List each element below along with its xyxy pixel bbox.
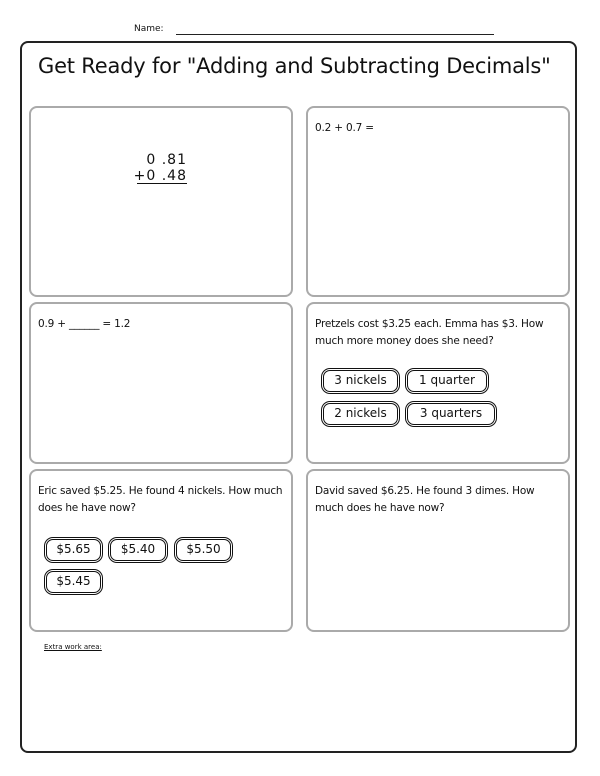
vertical-addend-bottom: +0 .48 <box>133 168 187 184</box>
problem-text: 0.2 + 0.7 = <box>315 122 374 134</box>
answer-option[interactable]: 3 nickels <box>323 370 398 392</box>
problem-text: Pretzels cost $3.25 each. Emma has $3. How much more money does she need? <box>315 318 544 347</box>
vertical-addend-top: 0 .81 <box>146 152 187 168</box>
name-label: Name: <box>134 24 164 34</box>
problem-text: David saved $6.25. He found 3 dimes. How much does he have now? <box>315 485 535 514</box>
problem-box-5 <box>29 469 293 632</box>
worksheet-title: Get Ready for "Adding and Subtracting Decimals" <box>38 54 551 78</box>
sum-line <box>137 183 187 184</box>
answer-option[interactable]: 1 quarter <box>407 370 487 392</box>
answer-option[interactable]: 3 quarters <box>407 403 495 425</box>
problem-box-1 <box>29 106 293 297</box>
name-field[interactable] <box>176 34 494 35</box>
answer-option[interactable]: $5.50 <box>176 539 231 561</box>
answer-option[interactable]: $5.40 <box>110 539 166 561</box>
problem-text: Eric saved $5.25. He found 4 nickels. How much does he have now? <box>38 485 283 514</box>
problem-text: 0.9 + ______ = 1.2 <box>38 318 131 330</box>
problem-box-6 <box>306 469 570 632</box>
answer-option[interactable]: $5.45 <box>46 571 101 593</box>
extra-work-label: Extra work area: <box>44 643 102 651</box>
answer-option[interactable]: $5.65 <box>46 539 101 561</box>
answer-option[interactable]: 2 nickels <box>323 403 398 425</box>
problem-box-2 <box>306 106 570 297</box>
problem-box-4 <box>306 302 570 464</box>
problem-box-3 <box>29 302 293 464</box>
